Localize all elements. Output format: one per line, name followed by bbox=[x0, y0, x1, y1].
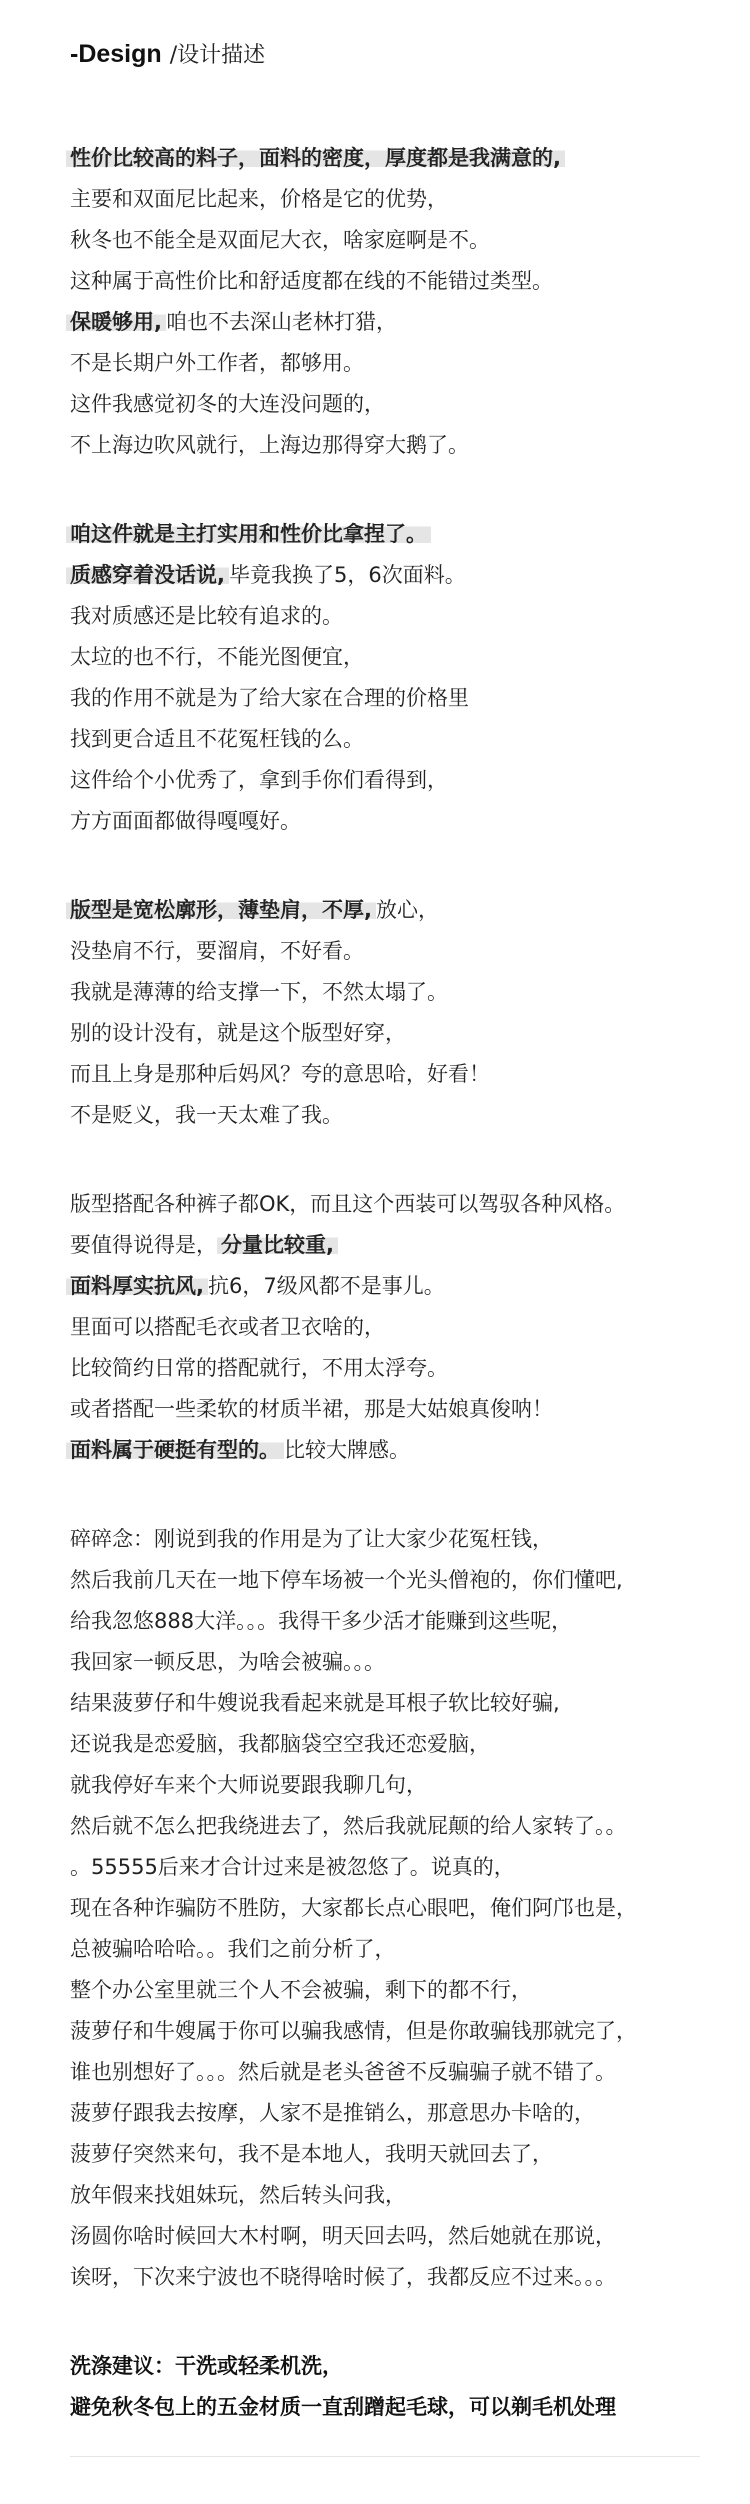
paragraph-fit bbox=[70, 890, 750, 1136]
text-line bbox=[70, 138, 750, 179]
highlight-text: 版型是宽松廓形，薄垫肩，不厚, bbox=[66, 898, 376, 922]
text-line: 版型搭配各种裤子都OK，而且这个西装可以驾驭各种风格。 bbox=[70, 1192, 626, 1216]
text-line: 洗涤建议：干洗或轻柔机洗， bbox=[70, 2354, 343, 2378]
text-line: 这件我感觉初冬的大连没问题的， bbox=[70, 392, 385, 416]
text-line: 结果菠萝仔和牛嫂说我看起来就是耳根子软比较好骗, bbox=[70, 1691, 560, 1715]
text-line: 就我停好车来个大师说要跟我聊几句， bbox=[70, 1773, 427, 1797]
text-fragment: 要值得说得是， bbox=[70, 1233, 217, 1257]
text-line: 菠萝仔和牛嫂属于你可以骗我感情，但是你敢骗钱那就完了， bbox=[70, 2019, 637, 2043]
paragraph-fabric bbox=[70, 138, 750, 466]
text-line: 太垃的也不行，不能光图便宜， bbox=[70, 645, 364, 669]
text-line: 诶呀，下次来宁波也不晓得啥时候了，我都反应不过来。。。 bbox=[70, 2265, 616, 2289]
section-subtitle: /设计描述 bbox=[169, 43, 266, 68]
text-line: 放年假来找姐妹玩，然后转头问我， bbox=[70, 2183, 406, 2207]
text-line: 没垫肩不行，要溜肩，不好看。 bbox=[70, 939, 364, 963]
text-line: 现在各种诈骗防不胜防，大家都长点心眼吧，俺们阿邝也是， bbox=[70, 1896, 637, 1920]
text-line bbox=[70, 1266, 750, 1307]
highlight-text: 性价比较高的料子，面料的密度，厚度都是我满意的, bbox=[66, 146, 565, 170]
text-line: 还说我是恋爱脑，我都脑袋空空我还恋爱脑， bbox=[70, 1732, 490, 1756]
text-fragment: 放心， bbox=[375, 898, 439, 922]
text-line: 总被骗哈哈哈。。我们之前分析了， bbox=[70, 1937, 396, 1961]
care-instructions bbox=[70, 2346, 750, 2428]
text-line: 我的作用不就是为了给大家在合理的价格里 bbox=[70, 686, 469, 710]
text-line: 主要和双面尼比起来，价格是它的优势， bbox=[70, 187, 448, 211]
text-line: 方方面面都做得嘎嘎好。 bbox=[70, 809, 301, 833]
text-line: 然后就不怎么把我绕进去了，然后我就屁颠的给人家转了。。 bbox=[70, 1814, 627, 1838]
text-fragment: 比较大牌感。 bbox=[284, 1438, 410, 1462]
text-line: 汤圆你啥时候回大木村啊，明天回去吗，然后她就在那说， bbox=[70, 2224, 616, 2248]
text-line: 这件给个小优秀了，拿到手你们看得到， bbox=[70, 768, 448, 792]
paragraph-styling bbox=[70, 1184, 750, 1471]
text-line: 然后我前几天在一地下停车场被一个光头僧袍的，你们懂吧, bbox=[70, 1568, 623, 1592]
text-line: 找到更合适且不花冤枉钱的么。 bbox=[70, 727, 364, 751]
section-header bbox=[70, 38, 750, 86]
text-line: 而且上身是那种后妈风？夸的意思哈，好看！ bbox=[70, 1062, 490, 1086]
highlight-text: 咱这件就是主打实用和性价比拿捏了。 bbox=[66, 522, 431, 546]
highlight-text: 保暖够用, bbox=[66, 310, 166, 334]
paragraph-quality bbox=[70, 514, 750, 842]
text-line: 我对质感还是比较有追求的。 bbox=[70, 604, 343, 628]
text-line: 或者搭配一些柔软的材质半裙，那是大姑娘真俊呐！ bbox=[70, 1397, 553, 1421]
bottom-divider bbox=[70, 2456, 700, 2457]
section-title: -Design bbox=[70, 40, 162, 68]
text-line bbox=[70, 302, 750, 343]
text-line bbox=[70, 1225, 750, 1266]
text-fragment: 咱也不去深山老林打猎， bbox=[165, 310, 397, 334]
highlight-text: 质感穿着没话说, bbox=[66, 563, 229, 587]
text-line: 我回家一顿反思，为啥会被骗。。。 bbox=[70, 1650, 385, 1674]
highlight-text: 面料厚实抗风, bbox=[66, 1274, 208, 1298]
text-line: 谁也别想好了。。。然后就是老头爸爸不反骗骗子就不错了。 bbox=[70, 2060, 616, 2084]
text-line: 不是贬义，我一天太难了我。 bbox=[70, 1103, 343, 1127]
text-fragment: 毕竟我换了5，6次面料。 bbox=[228, 563, 466, 587]
text-line: 别的设计没有，就是这个版型好穿， bbox=[70, 1021, 406, 1045]
text-line: 给我忽悠888大洋。。。我得干多少活才能赚到这些呢， bbox=[70, 1609, 573, 1633]
text-line: 。55555后来才合计过来是被忽悠了。说真的， bbox=[70, 1855, 515, 1879]
text-line: 比较简约日常的搭配就行，不用太浮夸。 bbox=[70, 1356, 448, 1380]
text-fragment: 抗6，7级风都不是事儿。 bbox=[207, 1274, 445, 1298]
text-line bbox=[70, 514, 750, 555]
text-line: 避免秋冬包上的五金材质一直刮蹭起毛球，可以剃毛机处理 bbox=[70, 2395, 616, 2419]
text-line: 这种属于高性价比和舒适度都在线的不能错过类型。 bbox=[70, 269, 553, 293]
text-line: 不上海边吹风就行，上海边那得穿大鹅了。 bbox=[70, 433, 469, 457]
text-line: 里面可以搭配毛衣或者卫衣啥的， bbox=[70, 1315, 385, 1339]
text-line bbox=[70, 1430, 750, 1471]
paragraph-chatter bbox=[70, 1519, 750, 2298]
text-line: 我就是薄薄的给支撑一下，不然太塌了。 bbox=[70, 980, 448, 1004]
text-line bbox=[70, 890, 750, 931]
text-line: 不是长期户外工作者，都够用。 bbox=[70, 351, 364, 375]
text-line: 碎碎念：刚说到我的作用是为了让大家少花冤枉钱， bbox=[70, 1527, 553, 1551]
text-line bbox=[70, 555, 750, 596]
text-line: 菠萝仔突然来句，我不是本地人，我明天就回去了， bbox=[70, 2142, 553, 2166]
text-line: 秋冬也不能全是双面尼大衣，啥家庭啊是不。 bbox=[70, 228, 490, 252]
highlight-text: 面料属于硬挺有型的。 bbox=[66, 1438, 284, 1462]
text-line: 菠萝仔跟我去按摩，人家不是推销么，那意思办卡啥的， bbox=[70, 2101, 595, 2125]
text-line: 整个办公室里就三个人不会被骗，剩下的都不行， bbox=[70, 1978, 532, 2002]
highlight-text: 分量比较重, bbox=[217, 1233, 338, 1257]
